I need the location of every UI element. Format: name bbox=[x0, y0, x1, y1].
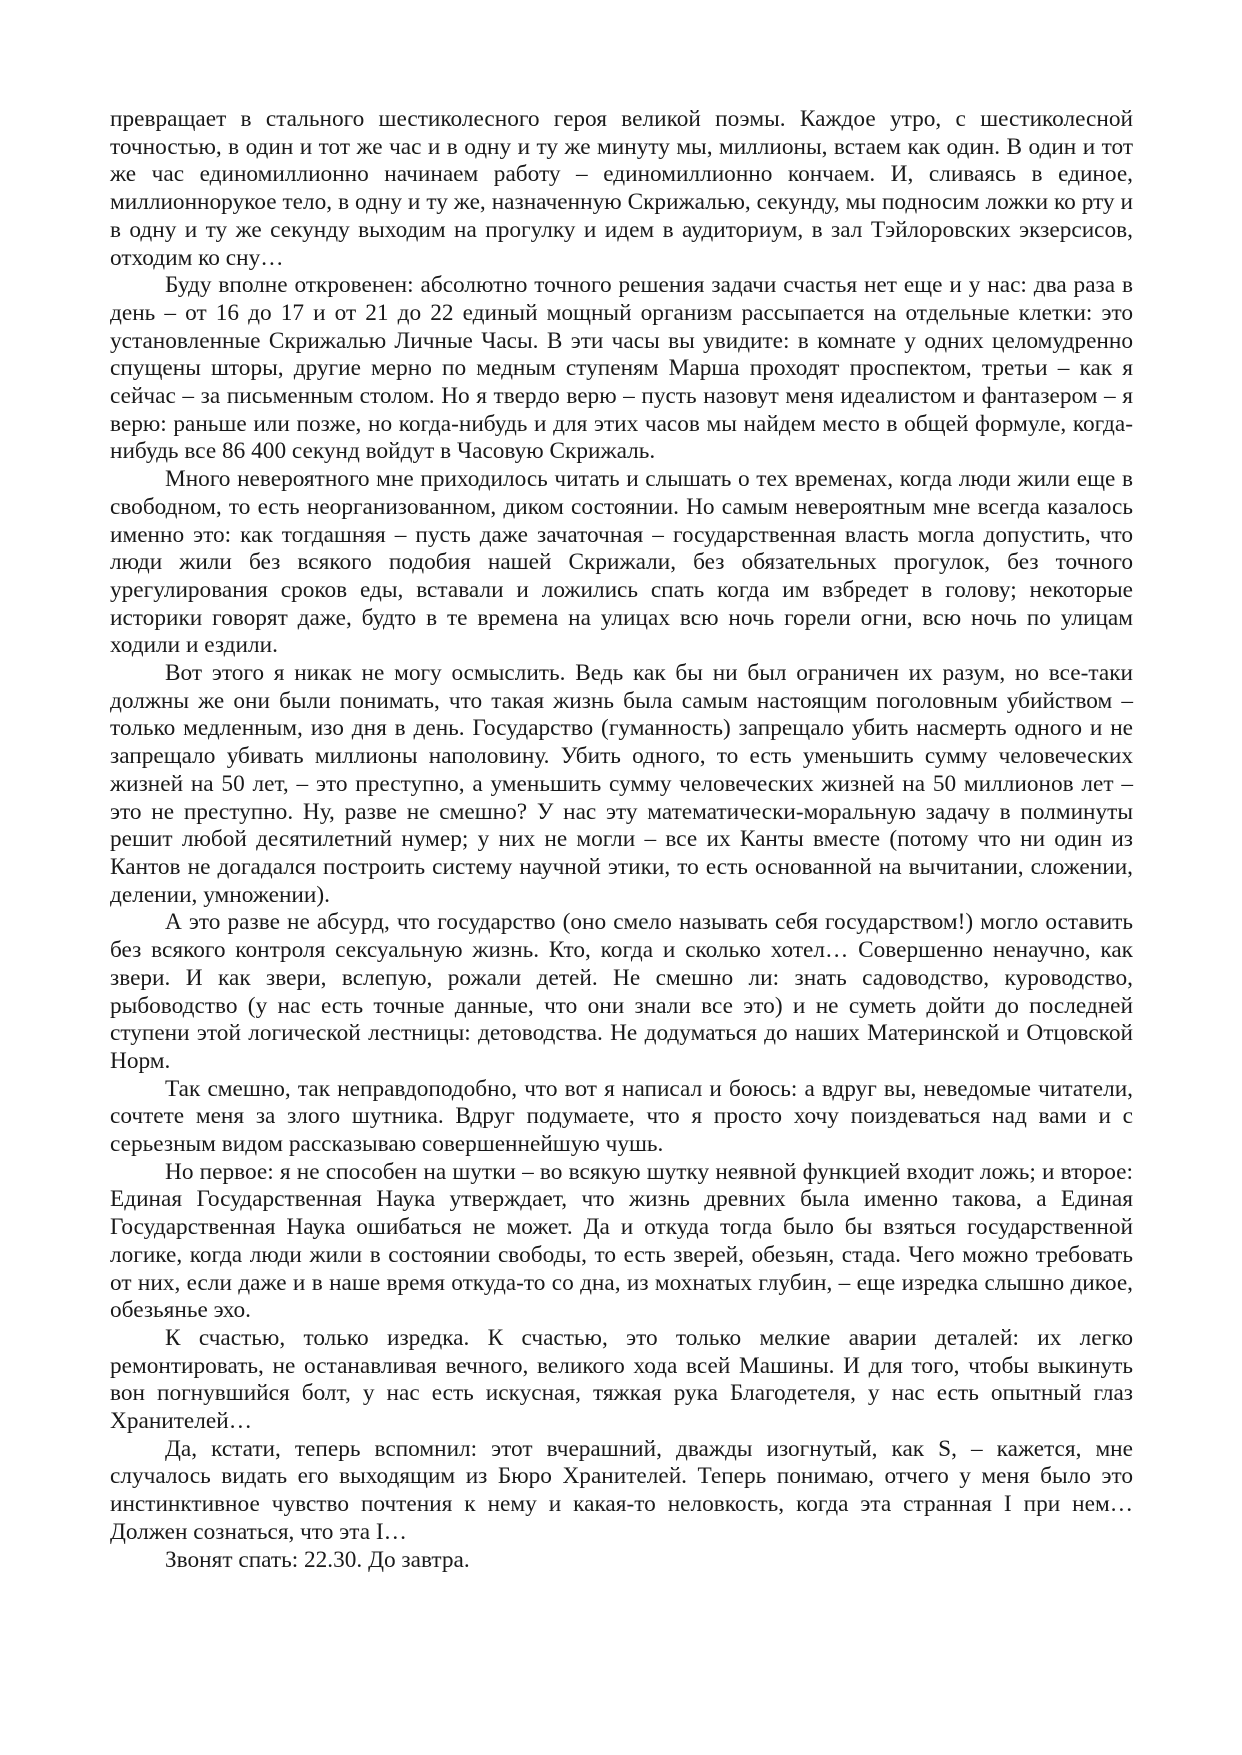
paragraph: К счастью, только изредка. К счастью, это только мелкие аварии деталей: их легко ремонтировать, не останавливая вечного, великого хода всей Машины. И для того, чтобы выкинуть вон погнувшийся болт, у нас есть искусная, тяжкая рука Благодетеля, у нас есть опытный глаз Хранителей… bbox=[110, 1324, 1133, 1435]
paragraph-continuation: превращает в стального шестиколесного героя великой поэмы. Каждое утро, с шестиколесной точностью, в один и тот же час и в одну и ту же минуту мы, миллионы, встаем как один. В один и тот же час единомиллионно начинаем работу – единомиллионно кончаем. И, сливаясь в единое, миллионнорукое тело, в одну и ту же, назначенную Скрижалью, секунду, мы подносим ложки ко рту и в одну и ту же секунду выходим на прогулку и идем в аудиториум, в зал Тэйлоровских экзерсисов, отходим ко сну… bbox=[110, 106, 1133, 271]
text-body bbox=[110, 106, 1133, 1574]
paragraph: Буду вполне откровенен: абсолютно точного решения задачи счастья нет еще и у нас: два раза в день – от 16 до 17 и от 21 до 22 единый мощный организм рассыпается на отдельные клетки: это установленные Скрижалью Личные Часы. В эти часы вы увидите: в комнате у одних целомудренно спущены шторы, другие мерно по медным ступеням Марша проходят проспектом, третьи – как я сейчас – за письменным столом. Но я твердо верю – пусть назовут меня идеалистом и фантазером – я верю: раньше или позже, но когда-нибудь и для этих часов мы найдем место в общей формуле, когда-нибудь все 86 400 секунд войдут в Часовую Скрижаль. bbox=[110, 272, 1133, 465]
paragraph: Да, кстати, теперь вспомнил: этот вчерашний, дважды изогнутый, как S, – кажется, мне случалось видать его выходящим из Бюро Хранителей. Теперь понимаю, отчего у меня было это инстинктивное чувство почтения к нему и какая-то неловкость, когда эта странная I при нем… Должен сознаться, что эта I… bbox=[110, 1435, 1133, 1545]
paragraph: Так смешно, так неправдоподобно, что вот я написал и боюсь: а вдруг вы, неведомые читатели, сочтете меня за злого шутника. Вдруг подумаете, что я просто хочу поиздеваться над вами и с серьезным видом рассказываю совершеннейшую чушь. bbox=[110, 1075, 1133, 1158]
paragraph: А это разве не абсурд, что государство (оно смело называть себя государством!) могло оставить без всякого контроля сексуальную жизнь. Кто, когда и сколько хотел… Совершенно ненаучно, как звери. И как звери, вслепую, рожали детей. Не смешно ли: знать садоводство, куроводство, рыбоводство (у нас есть точные данные, что они знали все это) и не суметь дойти до последней ступени этой логической лестницы: детоводства. Не додуматься до наших Материнской и Отцовской Норм. bbox=[110, 909, 1133, 1074]
paragraph: Много невероятного мне приходилось читать и слышать о тех временах, когда люди жили еще в свободном, то есть неорганизованном, диком состоянии. Но самым невероятным мне всегда казалось именно это: как тогдашняя – пусть даже зачаточная – государственная власть могла допустить, что люди жили без всякого подобия нашей Скрижали, без обязательных прогулок, без точного урегулирования сроков еды, вставали и ложились спать когда им взбредет в голову; некоторые историки говорят даже, будто в те времена на улицах всю ночь горели огни, всю ночь по улицам ходили и ездили. bbox=[110, 466, 1133, 659]
paragraph-closing: Звонят спать: 22.30. До завтра. bbox=[165, 1546, 470, 1573]
paragraph: Но первое: я не способен на шутки – во всякую шутку неявной функцией входит ложь; и второе: Единая Государственная Наука утверждает, что жизнь древних была именно такова, а Единая Государственная Наука ошибаться не может. Да и откуда тогда было бы взяться государственной логике, когда люди жили в состоянии свободы, то есть зверей, обезьян, стада. Чего можно требовать от них, если даже и в наше время откуда-то со дна, из мохнатых глубин, – еще изредка слышно дикое, обезьянье эхо. bbox=[110, 1158, 1133, 1324]
paragraph: Вот этого я никак не могу осмыслить. Ведь как бы ни был ограничен их разум, но все-таки должны же они были понимать, что такая жизнь была самым настоящим поголовным убийством – только медленным, изо дня в день. Государство (гуманность) запрещало убить насмерть одного и не запрещало убивать миллионы наполовину. Убить одного, то есть уменьшить сумму человеческих жизней на 50 лет, – это преступно, а уменьшить сумму человеческих жизней на 50 миллионов лет – это не преступно. Ну, разве не смешно? У нас эту математически-моральную задачу в полминуты решит любой десятилетний нумер; у них не могли – все их Канты вместе (потому что ни один из Кантов не догадался построить систему научной этики, то есть основанной на вычитании, сложении, делении, умножении). bbox=[110, 660, 1133, 908]
